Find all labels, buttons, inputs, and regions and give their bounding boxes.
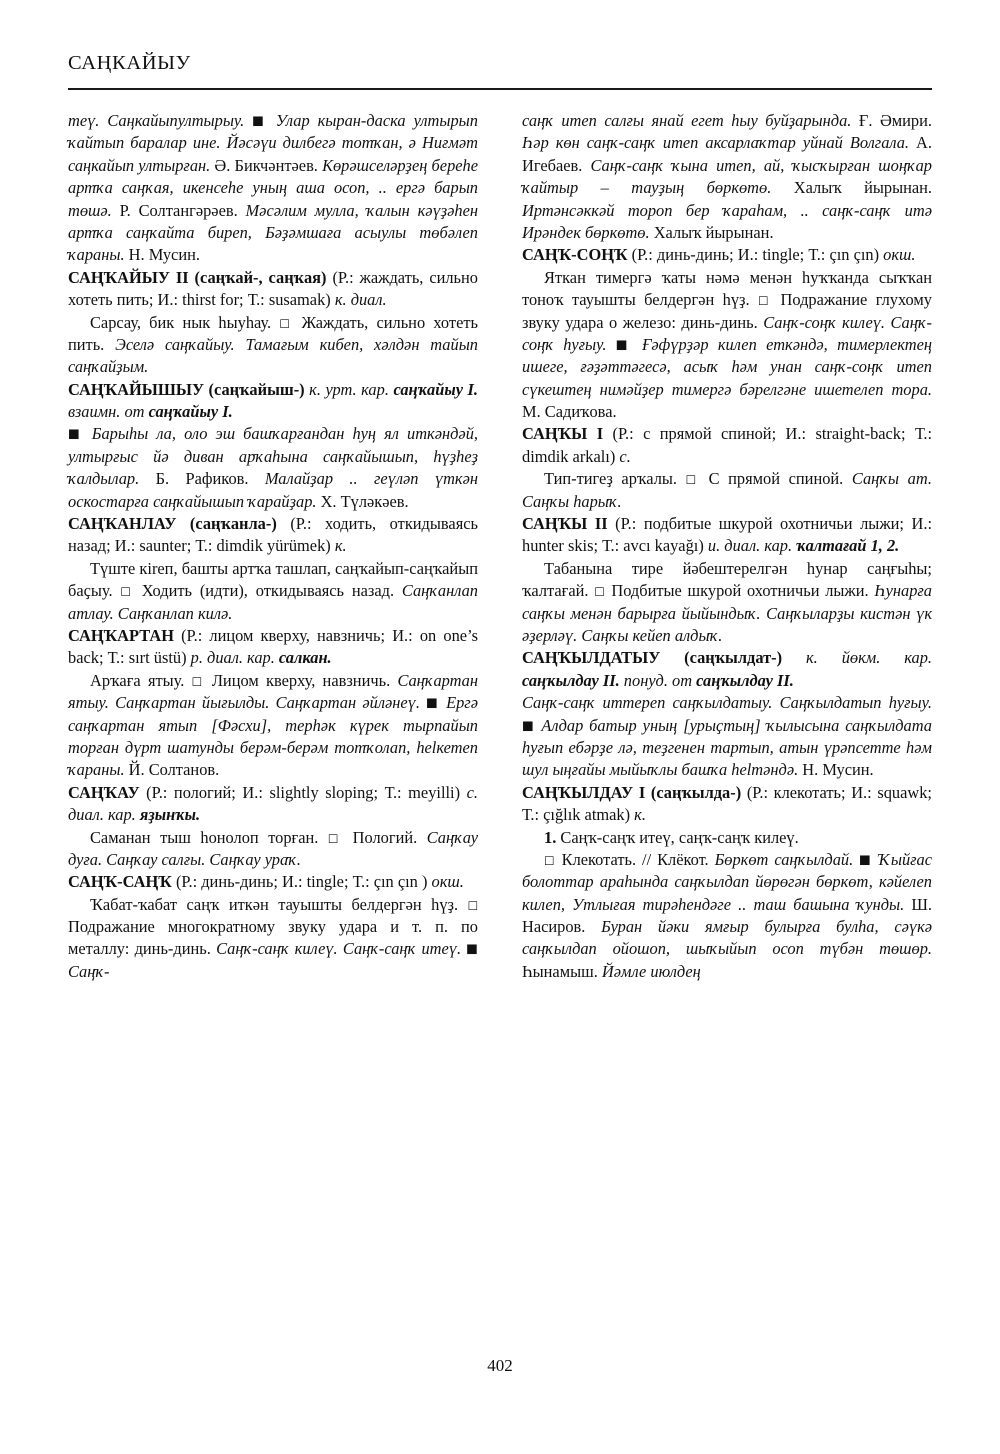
text-run: к. йөкм. кар. [806,648,932,668]
text-run: (Р.: подбитые шкурой охотничьи лыжи; И.: hunter skis; Т.: avcı kayağı) [522,514,933,556]
text-run: Арҡаға ятыу. [90,670,192,690]
headword: САҢҠАНЛАУ (саңҡанла-) [68,514,277,534]
text-run: р. диал. кар. [190,648,279,668]
marker-icon: ■ [522,717,542,733]
entry-body [68,312,478,379]
text-run: Ергә саңҡартан ятып [Фәсхи], терһәк күрек тырпайып торған дүрт шатунды берәм-берәм тотҡолап, һelкетеп ҡараны. [68,693,478,780]
text-run: (Р.: пологий; И.: slightly sloping; Т.: meyilli) [139,782,467,802]
headword: САҢҠЫ II [522,514,608,534]
text-run: взаимн. от [68,402,149,422]
text-run: Малайҙар .. геүләп үткән оскостарға саңҡайышып ҡарайҙар. [68,469,478,511]
text-run: Тип-тигеҙ арҡалы. [544,469,686,489]
text-run: Эселә саңҡайыу. Тамағым кибеп, хәлдән тайып саңҡайҙым. [68,334,478,377]
headword: САҢҠЫЛДАТЫУ (саңҡылдат-) [522,648,783,668]
text-run: к. диал. [334,290,387,310]
marker-icon: □ [685,472,709,486]
marker-icon: □ [594,584,612,598]
headword: САҢҠЫ I [522,424,604,444]
text-run: саңҡайыу I. [393,379,479,399]
headword: САҢҠАЙЫШЫУ (саңҡайыш-) [68,379,305,399]
text-run: Табанына тире йәбештерелгән һунар саңғыһы; ҡалтағай. [522,558,932,601]
text-run: Түште кireп, башты артҡа ташлап, саңҡайып-саңҡайып баҫыу. [68,558,478,601]
text-run: Ә. Бикчәнтәев. [210,155,323,175]
text-run: Ғәфүрҙәр килеп еткәндә, тимерлектең ишеге, ғәҙәттәгесә, асыҡ һәм унан саңҡ-соңҡ итеп сүкештең нимәйҙер тимергә бәрелгәне ишетелеп тора. [522,334,932,399]
text-run: Саңҡ- [68,961,110,981]
text-run: Пологий. [352,827,427,847]
text-run: Саңҡартан ятыу. Саңҡартан йығылды. Саңҡартан әйләнеү. [68,670,478,713]
headword: САҢҠАУ [68,782,140,802]
page-number: 402 [487,1356,513,1375]
headword: 1. [544,827,561,847]
text-run: М. Садиҡова. [522,402,617,422]
text-run: с. диал. кар. [68,782,478,825]
text-run: Х. Түләкәев. [316,491,409,511]
text-run: Ҡыйғас болоттар араһында саңҡылдап йөрөгән бөркөт, кәйелеп килеп, Утлығая тирәһендәге .. таш башына ҡунды. [522,849,933,914]
dictionary-entry-headword [68,379,478,424]
entry-continuation [68,110,478,267]
text-run: к. урт. кар. [309,379,394,399]
text-run: Ш. Насиров. [522,894,932,937]
dictionary-entry-headword [522,782,932,827]
right-column [522,110,932,983]
text-run: к. [634,805,646,825]
text-run: к. [334,536,347,556]
text-run: теү. Саңкайыпултырыу. [68,111,245,130]
marker-icon: □ [758,293,781,307]
text-run: Көрәшселәрҙең береһе артҡа саңҡая, икенсеһе уның аша осоп, .. ергә барып төшә. [68,155,479,220]
text-run: Н. Мусин. [124,245,200,265]
marker-icon: □ [279,316,302,330]
marker-icon: ■ [419,694,447,710]
running-head: САҢКАЙЫУ [68,52,191,74]
text-run: Саңҡ-саңҡ килеү. Саңҡ-саңҡ итеү. [216,939,462,959]
text-run: саңҡылдау II. [522,670,624,690]
text-run: (Р.: лицом кверху, навзничь; И.: on one’s back; Т.: sırt üstü) [68,625,478,668]
text-run: А. Игебаев. [522,133,932,175]
text-run: Ғ. Әмири. [851,111,932,130]
headword: САҢҠАРТАН [68,625,174,645]
text-run: Һынамыш. [522,961,602,981]
dictionary-entry-headword [522,513,932,558]
text-run: С прямой спиной. [708,469,852,489]
marker-icon: □ [327,831,353,844]
text-run: Саманан тыш һонолоп торған. [90,827,328,847]
headword: САҢҠАЙЫУ II (саңҡай-, саңҡая) [68,267,327,287]
text-run: Н. Мусин. [798,760,874,780]
marker-icon: □ [191,674,212,688]
marker-icon: ■ [853,851,879,867]
entry-body [522,692,932,782]
text-run: с. [619,446,631,466]
text-run: саңҡайыу I. [148,402,233,422]
text-run: Саңҡы ат. Саңҡы һарыҡ. [522,469,932,511]
text-run: Лицом кверху, навзничь. [211,670,398,690]
dictionary-entry-headword [68,871,478,893]
text-run: и. диал. кар. [707,536,797,556]
text-run: саңҡ итеп салғы янай егет һыу буйҙарында. [522,111,852,130]
text-run: Саңҡ-саңҡ ҡына итеп, ай, ҡысҡырған шоңҡар ҡайтыр – тауҙың бөркөтө. [522,155,932,198]
entry-body [68,894,478,984]
text-run: Саңҡ-соңҡ килеү. Саңҡ-соңҡ һуғыу. [522,312,932,354]
dictionary-entry-headword [68,513,478,558]
text-run: ҡалтағай 1, 2. [796,536,900,556]
headword: САҢҠЫЛДАУ I (саңҡылда-) [522,782,742,802]
dictionary-entry-headword [68,625,478,670]
text-run: Б. Рафиков. [139,469,265,489]
text-run: (Р.: клекотать; И.: squawk; Т.: çığlık atmak) [522,782,932,825]
text-run: Иртәнсәккәй тороп бер ҡараһам, .. саңҡ-саңҡ итә Ирәндек бөркөтө. [522,200,932,242]
dictionary-entry-headword [68,267,478,312]
text-run: окш. [431,872,464,892]
text-run: Халыҡ йырынан. [649,222,774,242]
text-run: Саңҡау дуға. Саңҡау салғы. Саңҡау ураҡ. [68,827,479,869]
text-run: Яткан тимергә ҡаты нәмә менән һуҡҡанда сыҡҡан тоноҡ тауышты белдергән һүҙ. [522,267,932,310]
entry-body [522,849,932,983]
text-run: яҙынҡы. [139,805,201,825]
text-run: Һәр көн саңҡ-саңҡ итеп аксарлаҡтар уйнай Волгала. [522,133,910,153]
text-run: Алдар батыр уның [урыҫтың] ҡылысына саңҡылдата һуғып ебәрҙе лә, теҙгенен тартып, атын үрәпсетте һәм шул ыңғайы мыйыҡлы башҡа һelтәндә. [522,715,932,780]
dictionary-entry-headword [522,647,932,692]
entry-body [68,827,478,872]
text-run: Жаждать, сильно хотеть пить. [68,312,478,354]
marker-icon: ■ [461,940,478,956]
text-run: Бөркөт саңҡылдай. [714,849,854,869]
marker-icon: ■ [244,112,276,128]
text-run: (Р.: жаждать, сильно хотеть пить; И.: thirst for; Т.: susamak) [68,267,478,310]
headword: САҢҠ-САҢҠ [68,872,172,892]
text-run [782,648,806,667]
entry-body [68,670,478,782]
marker-icon: □ [467,898,478,912]
text-run: Улар кыран-даска ултырып ҡайтып баралар ине. Йәсәүи дилбегә тотҡан, ә Ниғмәт саңкайып ултырған. [68,111,478,175]
entry-body [522,827,932,849]
entry-body [522,468,932,513]
text-run: (Р.: динь-динь; И.: tingle; Т.: çın çın ) [171,872,432,892]
text-run: саңҡылдау II. [696,670,794,690]
text-run: (Р.: ходить, откидываясь назад; И.: saunter; Т.: dimdik yürümek) [68,514,478,556]
two-column-body [68,110,932,983]
text-run: Ҡабат-ҡабат саңҡ иткән тауышты белдергән һүҙ. [90,894,468,914]
text-run: Клекотать. // Клёкот. [561,849,715,869]
entry-body [68,558,478,625]
marker-icon: ■ [68,425,92,441]
text-run: Ходить (идти), откидываясь назад. [141,581,402,601]
text-run: Саңҡ-саңҡ иттереп саңҡылдатыу. Саңҡылдатып һуғыу. [522,693,932,713]
text-run: Подражание многократному звуку удара и т. п. по металлу: динь-динь. [68,917,478,959]
text-run: Й. Солтанов. [124,760,220,780]
text-run: салкан. [278,648,332,668]
entry-body [68,423,478,513]
text-run: окш. [883,245,916,265]
text-run: Барыһы ла, оло эш башҡарғандан һуң ял иткәндәй, ултырғыс йә диван арҡаһына саңҡайышып, һүҙһеҙ ҡалдылар. [68,424,478,489]
entry-continuation [522,110,932,244]
left-column [68,110,478,983]
entry-body [522,267,932,424]
text-run: Подбитые шкурой охотничьи лыжи. [611,581,875,601]
marker-icon: □ [120,584,142,598]
text-run: Мәсәлим мулла, ҡалын кәүҙәһен артҡа саңҡайта биреп, Бәҙәмшаға асыулы төбәлеп ҡараны. [68,200,478,265]
text-run: Йәмле июлдең [601,961,701,981]
text-run: Р. Солтангәрәев. [111,200,246,220]
marker-icon: ■ [606,336,643,352]
headword: САҢҠ-СОҢҠ [522,245,628,265]
text-run: Һунарға саңҡы менән барырға йыйындыҡ. Саңҡыларҙы кистән үк әҙерләү. Саңҡы кейеп алдыҡ. [522,581,932,645]
text-run: Халыҡ йырынан. [771,178,932,198]
dictionary-entry-headword [522,244,932,266]
header-rule [68,88,932,90]
text-run: Саңҡ-саңҡ итеү, саңҡ-саңҡ килеү. [560,827,799,847]
marker-icon: □ [544,853,562,867]
text-run: понуд. от [623,670,697,690]
entry-body [522,558,932,648]
text-run: Саңҡанлап атлау. Саңҡанлап килә. [68,581,479,623]
text-run: (Р.: динь-динь; И.: tingle; Т.: çın çın) [627,245,884,265]
dictionary-entry-headword [522,423,932,468]
text-run: (Р.: с прямой спиной; И.: straight-back; Т.: dimdik arkalı) [522,424,932,466]
dictionary-entry-headword [68,782,478,827]
text-run: Подражание глухому звуку удара о железо: динь-динь. [522,290,933,332]
text-run: Сарсау, бик нык һыуһау. [90,312,280,332]
text-run: Буран йәки ямғыр булырға булһа, сәүкә саңҡылдап ойошоп, шыҡыйып осоп түбән төшөр. [522,917,933,959]
